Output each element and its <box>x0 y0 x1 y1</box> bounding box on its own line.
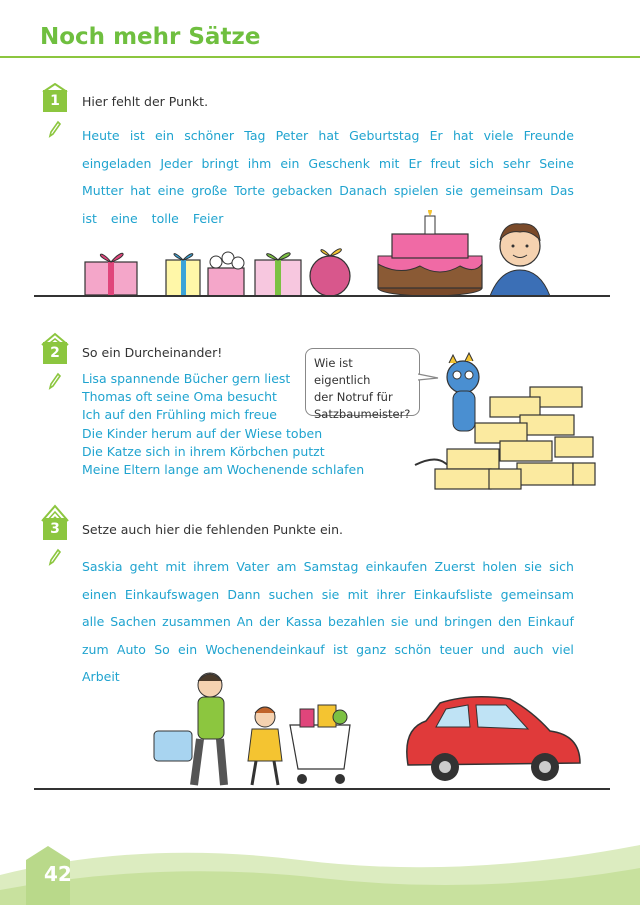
word: sich <box>549 559 574 574</box>
word: Dann <box>227 586 261 602</box>
title-divider <box>0 56 640 58</box>
word: viel <box>551 641 574 657</box>
exercise-3-badge: 3 <box>43 518 67 540</box>
word: schöner <box>184 128 235 143</box>
page-title: Noch mehr Sätze <box>40 24 261 50</box>
list-item: Thomas oft seine Oma besucht <box>82 389 277 405</box>
word: bringen <box>444 614 493 629</box>
word: ist <box>332 641 348 657</box>
word: Auto <box>116 641 146 657</box>
gift-2 <box>166 254 200 296</box>
word: Wochenendeinkauf <box>205 641 325 657</box>
shopping-illustration <box>140 665 610 795</box>
word: schön <box>394 641 432 657</box>
word: suchen <box>268 586 314 602</box>
pencil-icon <box>47 372 61 390</box>
text-line <box>82 642 574 657</box>
word: sie <box>445 183 464 198</box>
word: gebacken <box>271 183 333 198</box>
word: teuer <box>439 641 473 657</box>
text-line <box>82 183 574 198</box>
word: Das <box>550 183 574 198</box>
word: freut <box>430 155 461 171</box>
word: tolle <box>151 210 179 226</box>
word: alle <box>82 614 105 629</box>
pencil-icon <box>47 120 61 138</box>
word: spielen <box>393 183 439 198</box>
brick-wall-monster-illustration <box>405 345 600 495</box>
bubble-line: der Notruf für <box>314 390 393 404</box>
word: einkaufen <box>365 559 428 574</box>
word: Peter <box>275 128 309 143</box>
text-line <box>82 587 574 602</box>
word: sich <box>469 155 494 171</box>
word: auch <box>513 641 544 657</box>
word: hat <box>130 183 151 198</box>
word: einen <box>82 586 117 602</box>
word: zusammen <box>162 614 231 629</box>
word: Samstag <box>303 559 359 574</box>
word: Freunde <box>523 128 574 143</box>
word: Sachen <box>110 614 157 629</box>
word: holen <box>482 559 518 574</box>
red-car <box>407 697 580 781</box>
word: bezahlen <box>328 614 385 629</box>
exercise-1-badge: 1 <box>43 90 67 112</box>
word: sie <box>524 559 542 574</box>
word: Seine <box>539 155 574 171</box>
shopping-cart <box>290 705 350 784</box>
list-item: Die Katze sich in ihrem Körbchen putzt <box>82 443 325 459</box>
word: hat <box>318 128 339 143</box>
word: Einkaufsliste <box>413 586 493 602</box>
word: sie <box>390 614 409 629</box>
word: Geschenk <box>308 155 370 171</box>
word: Zuerst <box>434 559 476 574</box>
word: eine <box>157 183 185 198</box>
pencil-icon <box>47 548 61 566</box>
word: Tag <box>244 128 266 143</box>
word: ihm <box>247 155 272 171</box>
word: Saskia <box>82 559 123 574</box>
word: große <box>191 183 228 198</box>
word: Feier <box>192 210 224 226</box>
text-line <box>82 614 574 629</box>
list-item: Lisa spannende Bücher gern liest <box>82 371 291 386</box>
word: Mutter <box>82 183 124 198</box>
ground-line-1 <box>34 295 610 297</box>
exercise-2-instruction: So ein Durcheinander! <box>82 345 223 360</box>
word: Jeder <box>160 155 193 171</box>
word: sie <box>321 586 340 602</box>
gift-4 <box>310 249 350 296</box>
word: ein <box>178 641 198 657</box>
word: Vater <box>236 559 270 574</box>
word: ist <box>82 210 97 226</box>
footer-wave <box>0 820 640 905</box>
word: An <box>236 614 254 629</box>
flower-pot <box>208 252 244 296</box>
exercise-3-instruction: Setze auch hier die fehlenden Punkte ein. <box>82 522 344 537</box>
word: gemeinsam <box>469 183 544 198</box>
bubble-line: Satzbaumeister? <box>314 407 411 421</box>
birthday-cake <box>378 210 482 296</box>
girl <box>248 707 282 785</box>
gift-1 <box>85 253 137 295</box>
boy <box>490 224 550 296</box>
speech-bubble <box>305 348 420 421</box>
word: ihrem <box>193 559 230 574</box>
word: viele <box>483 128 514 143</box>
word: ein <box>154 128 175 143</box>
word: ein <box>280 155 300 171</box>
word: Heute <box>82 128 120 143</box>
text-line <box>82 128 574 143</box>
list-item: Ich auf den Frühling mich freue <box>82 407 277 423</box>
word: geht <box>129 559 159 574</box>
text-line <box>82 156 574 171</box>
word: Danach <box>339 183 387 198</box>
bubble-line: Wie ist eigentlich <box>314 356 371 387</box>
exercise-2-badge: 2 <box>43 342 67 364</box>
word: mit <box>378 155 400 171</box>
word: Arbeit <box>82 669 120 684</box>
word: hat <box>452 128 474 143</box>
word: eine <box>110 210 138 226</box>
word: ganz <box>356 641 387 657</box>
word: am <box>276 559 297 574</box>
word: zum <box>82 641 109 657</box>
word: Er <box>429 128 443 143</box>
word: und <box>414 614 439 629</box>
birthday-illustration <box>80 210 560 300</box>
word: den <box>498 614 522 629</box>
word: So <box>154 641 170 657</box>
ground-line-3 <box>34 788 610 790</box>
word: ist <box>129 128 145 143</box>
list-item: Meine Eltern lange am Wochenende schlafen <box>82 461 365 477</box>
word: ihrer <box>376 586 406 602</box>
word: Er <box>408 155 422 171</box>
exercise-1-instruction: Hier fehlt der Punkt. <box>82 94 209 109</box>
word: Einkaufswagen <box>124 586 220 602</box>
word: Geburtstag <box>349 128 420 143</box>
word: mit <box>165 559 186 574</box>
text-line <box>82 559 574 574</box>
list-item: Die Kinder herum auf der Wiese toben <box>82 425 323 441</box>
word: Kassa <box>285 614 323 629</box>
page-number: 42 <box>44 862 72 886</box>
word: der <box>259 614 280 629</box>
word: und <box>481 641 505 657</box>
word: Torte <box>234 183 266 198</box>
word: eingeladen <box>82 155 152 171</box>
word: mit <box>347 586 369 602</box>
word: sehr <box>502 155 531 171</box>
gift-3 <box>255 253 301 296</box>
word: Einkauf <box>527 614 574 629</box>
word: bringt <box>201 155 239 171</box>
father <box>154 673 224 785</box>
word: gemeinsam <box>500 586 574 602</box>
